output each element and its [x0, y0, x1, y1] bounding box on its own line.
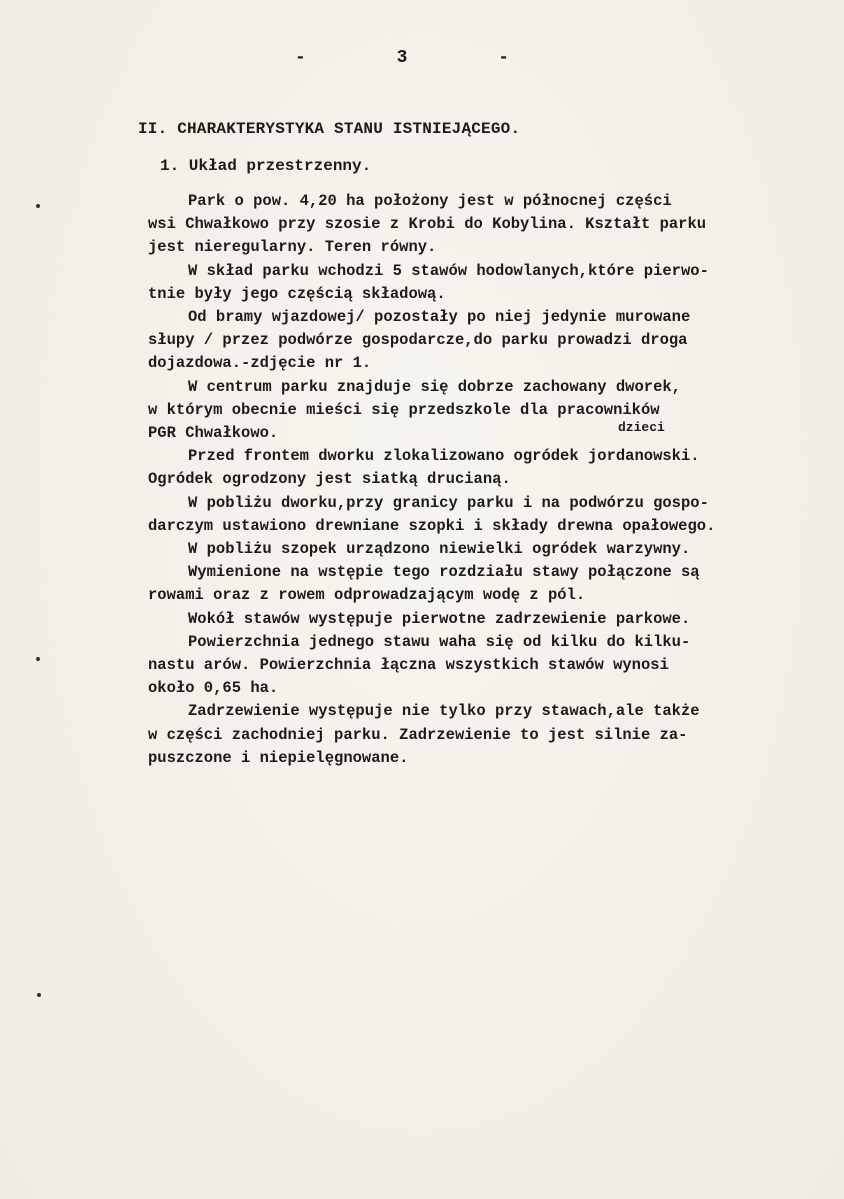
sub-heading: 1. Układ przestrzenny.: [160, 157, 372, 175]
text-line: Zadrzewienie występuje nie tylko przy stawach,ale także: [188, 702, 700, 721]
text-line: Park o pow. 4,20 ha położony jest w północnej części: [188, 192, 672, 210]
text-line: W centrum parku znajduje się dobrze zachowany dworek,: [188, 377, 681, 396]
text-line: Od bramy wjazdowej/ pozostały po niej jedynie murowane: [188, 308, 691, 327]
text-line: W pobliżu szopek urządzono niewielki ogródek warzywny.: [188, 540, 691, 559]
text-line: Ogródek ogrodzony jest siatką drucianą.: [148, 470, 511, 489]
text-line: PGR Chwałkowo.: [148, 424, 279, 443]
text-line: W skład parku wchodzi 5 stawów hodowlanych,które pierwo-: [188, 261, 709, 280]
text-line: Wokół stawów występuje pierwotne zadrzewienie parkowe.: [188, 609, 691, 628]
text-line: Przed frontem dworku zlokalizowano ogródek jordanowski.: [188, 447, 700, 466]
text-line: W pobliżu dworku,przy granicy parku i na podwórzu gospo-: [188, 493, 709, 512]
text-line: nastu arów. Powierzchnia łączna wszystkich stawów wynosi: [148, 656, 669, 675]
text-line: rowami oraz z rowem odprowadzającym wodę z pól.: [148, 586, 586, 605]
text-line: wsi Chwałkowo przy szosie z Krobi do Kobylina. Kształt parku: [148, 215, 707, 234]
body-text: [148, 190, 788, 770]
text-line: około 0,65 ha.: [148, 679, 279, 698]
text-line: Powierzchnia jednego stawu waha się od kilku do kilku-: [188, 632, 691, 651]
text-line: dojazdowa.-zdjęcie nr 1.: [148, 354, 372, 373]
text-line: jest nieregularny. Teren równy.: [148, 238, 437, 257]
text-line: darczym ustawiono drewniane szopki i składy drewna opałowego.: [148, 516, 716, 535]
page-number: - 3 -: [294, 48, 549, 68]
margin-speck: [37, 993, 41, 997]
text-line: w części zachodniej parku. Zadrzewienie to jest silnie za-: [148, 725, 688, 744]
text-line: słupy / przez podwórze gospodarcze,do parku prowadzi droga: [148, 331, 688, 350]
handwritten-insert: dzieci: [618, 420, 665, 435]
text-line: tnie były jego częścią składową.: [148, 284, 446, 303]
text-line: Wymienione na wstępie tego rozdziału stawy połączone są: [188, 563, 700, 582]
text-line: w którym obecnie mieści się przedszkole dla pracowników: [148, 400, 660, 419]
text-line: puszczone i niepielęgnowane.: [148, 748, 409, 767]
margin-speck: [36, 204, 40, 208]
section-heading: II. CHARAKTERYSTYKA STANU ISTNIEJĄCEGO.: [138, 120, 521, 138]
margin-speck: [36, 657, 40, 661]
